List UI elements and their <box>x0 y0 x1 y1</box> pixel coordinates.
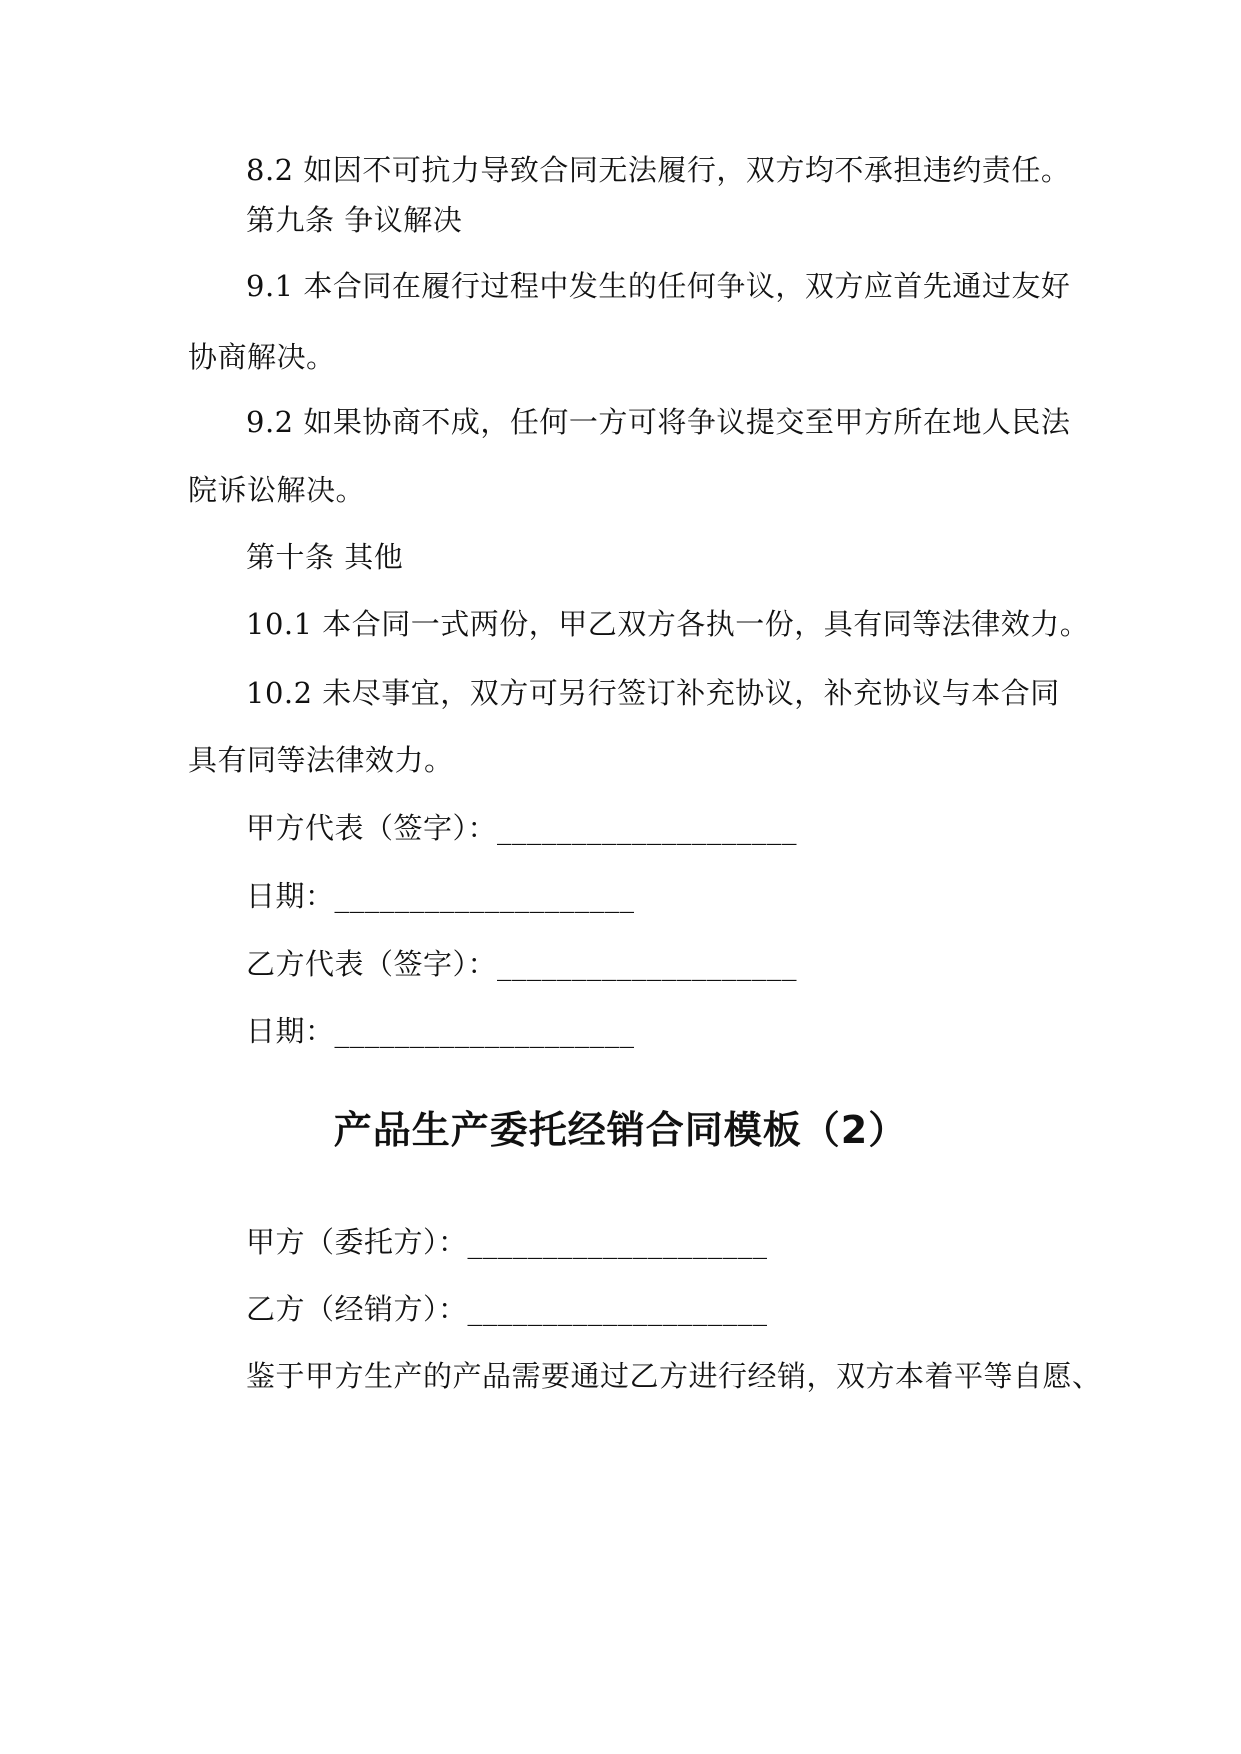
clause-9-2: 9.2 如果协商不成，任何一方可将争议提交至甲方所在地人民法 <box>246 405 1071 439</box>
clause-10-2-continued: 具有同等法律效力。 <box>188 743 454 777</box>
article-10-heading: 第十条 其他 <box>246 540 404 574</box>
party-b-date-line: 日期：____________________ <box>246 1014 635 1048</box>
party-a-date-line: 日期：____________________ <box>246 879 635 913</box>
party-a-line: 甲方（委托方）：____________________ <box>246 1225 768 1259</box>
party-b-signature-line: 乙方代表（签字）：____________________ <box>246 947 798 981</box>
clause-9-1: 9.1 本合同在履行过程中发生的任何争议，双方应首先通过友好 <box>246 269 1071 303</box>
clause-9-1-continued: 协商解决。 <box>188 340 336 374</box>
clause-10-1: 10.1 本合同一式两份，甲乙双方各执一份，具有同等法律效力。 <box>246 607 1090 641</box>
party-a-signature-line: 甲方代表（签字）：____________________ <box>246 811 798 845</box>
article-9-heading: 第九条 争议解决 <box>246 203 463 237</box>
document-title: 产品生产委托经销合同模板（2） <box>333 1108 908 1152</box>
preamble-line: 鉴于甲方生产的产品需要通过乙方进行经销，双方本着平等自愿、 <box>246 1359 1102 1393</box>
clause-8-2: 8.2 如因不可抗力导致合同无法履行，双方均不承担违约责任。 <box>246 153 1071 187</box>
party-b-line: 乙方（经销方）：____________________ <box>246 1292 768 1326</box>
clause-10-2: 10.2 未尽事宜，双方可另行签订补充协议，补充协议与本合同 <box>246 676 1060 710</box>
clause-9-2-continued: 院诉讼解决。 <box>188 473 366 507</box>
